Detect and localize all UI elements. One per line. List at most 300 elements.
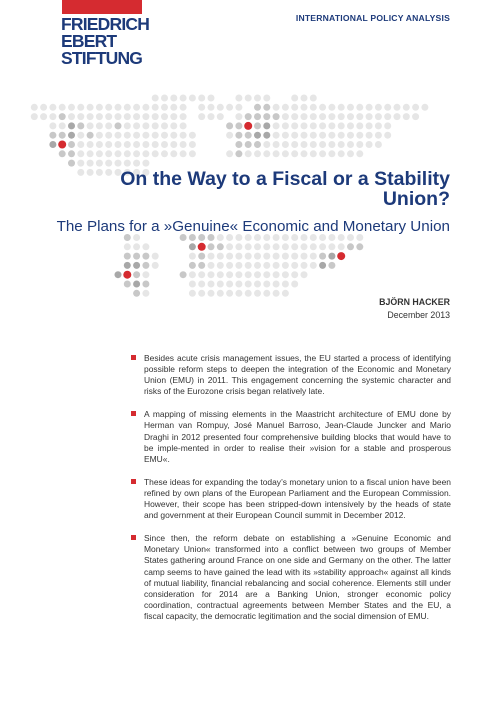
map-dot — [49, 113, 56, 120]
map-dot — [170, 132, 177, 139]
map-dot — [254, 132, 261, 139]
map-dot-highlight — [123, 271, 131, 279]
map-dot — [245, 95, 252, 102]
map-dot — [282, 281, 289, 288]
map-dot — [328, 104, 335, 111]
map-dot — [301, 243, 308, 250]
map-dot — [375, 113, 382, 120]
map-dot — [180, 104, 187, 111]
map-dot — [254, 234, 261, 241]
map-dot — [226, 104, 233, 111]
map-dot — [142, 281, 149, 288]
map-dot — [226, 132, 233, 139]
map-dot — [263, 113, 270, 120]
map-dot — [356, 104, 363, 111]
summary-text: These ideas for expanding the today’s monetary union to a fiscal union have been refined by own plans of the European Parliament and the European Commission. However, their scope has been stripped-down intensively by the heads of state and government at their European Council summit in December 2012. — [144, 476, 451, 521]
map-dot — [235, 253, 242, 260]
map-dot — [356, 113, 363, 120]
map-dot — [152, 150, 159, 157]
map-dot — [189, 290, 196, 297]
map-dot — [263, 290, 270, 297]
map-dot — [356, 122, 363, 129]
map-dot — [133, 160, 140, 167]
map-dot — [347, 234, 354, 241]
map-dot — [301, 104, 308, 111]
map-dot — [133, 253, 140, 260]
map-dot — [198, 104, 205, 111]
map-dot — [291, 253, 298, 260]
map-dot — [328, 234, 335, 241]
map-dot — [217, 290, 224, 297]
map-dot — [394, 104, 401, 111]
map-dot — [208, 271, 215, 278]
map-dot — [96, 122, 103, 129]
map-dot — [170, 95, 177, 102]
map-dot — [338, 150, 345, 157]
map-dot — [319, 150, 326, 157]
map-dot — [254, 104, 261, 111]
map-dot — [254, 271, 261, 278]
map-dot — [347, 243, 354, 250]
map-dot — [310, 262, 317, 269]
map-dot — [152, 262, 159, 269]
map-dot — [217, 262, 224, 269]
map-dot — [124, 160, 131, 167]
map-dot — [142, 271, 149, 278]
map-dot — [152, 253, 159, 260]
page-subtitle: The Plans for a »Genuine« Economic and Monetary Union — [56, 218, 450, 235]
summary-text: Since then, the reform debate on establishing a »Genuine Economic and Monetary Union« transformed into a conflict between two groups of Member States gathering around France on one side and Germany on the other. The latter camp seems to have gained the lead with its »stability approach« against all kinds of mutual liability, financial rebalancing and social coherence. Elements still under consideration for 2014 are a Banking Union, stronger economic policy coordination, contractual agreements between Member States and the EU, a fiscal capacity, the democratic legitimation and the social dimension of EMU. — [144, 533, 451, 621]
map-dot — [235, 281, 242, 288]
map-dot — [208, 95, 215, 102]
map-dot — [291, 132, 298, 139]
map-dot — [208, 281, 215, 288]
map-dot — [319, 253, 326, 260]
map-dot — [180, 234, 187, 241]
map-dot — [263, 104, 270, 111]
map-dot — [263, 95, 270, 102]
map-dot — [412, 113, 419, 120]
map-dot — [152, 95, 159, 102]
map-dot — [59, 113, 66, 120]
map-dot — [235, 234, 242, 241]
map-dot — [105, 122, 112, 129]
map-dot — [133, 243, 140, 250]
map-dot — [208, 113, 215, 120]
map-dot — [142, 243, 149, 250]
map-dot — [235, 141, 242, 148]
series-label: INTERNATIONAL POLICY ANALYSIS — [295, 13, 450, 23]
map-dot — [133, 262, 140, 269]
map-dot — [133, 122, 140, 129]
map-dot — [40, 113, 47, 120]
map-dot — [291, 234, 298, 241]
map-dot — [301, 113, 308, 120]
map-dot — [189, 281, 196, 288]
map-dot — [254, 150, 261, 157]
map-dot — [217, 234, 224, 241]
map-dot — [310, 253, 317, 260]
map-dot — [180, 113, 187, 120]
map-dot — [105, 141, 112, 148]
map-dot — [245, 253, 252, 260]
map-dot — [356, 234, 363, 241]
map-dot — [124, 150, 131, 157]
map-dot — [142, 262, 149, 269]
map-dot — [235, 113, 242, 120]
map-dot — [310, 132, 317, 139]
map-dot — [403, 104, 410, 111]
map-dot — [40, 104, 47, 111]
map-dot — [366, 132, 373, 139]
map-dot — [124, 122, 131, 129]
map-dot — [68, 104, 75, 111]
map-dot — [273, 281, 280, 288]
map-dot — [189, 150, 196, 157]
map-dot — [115, 160, 122, 167]
summary-item — [131, 409, 451, 464]
map-dot — [133, 281, 140, 288]
map-dot — [77, 113, 84, 120]
map-dot — [87, 141, 94, 148]
map-dot — [235, 122, 242, 129]
map-dot — [273, 243, 280, 250]
map-dot — [96, 141, 103, 148]
bullet-square-icon — [131, 355, 136, 360]
map-dot — [170, 122, 177, 129]
map-dot — [245, 234, 252, 241]
map-dot — [77, 104, 84, 111]
map-dot — [291, 150, 298, 157]
map-dot — [189, 243, 196, 250]
map-dot — [59, 150, 66, 157]
map-dot — [319, 113, 326, 120]
map-dot — [87, 160, 94, 167]
map-dot — [282, 113, 289, 120]
map-dot — [347, 132, 354, 139]
map-dot — [68, 160, 75, 167]
map-dot — [217, 104, 224, 111]
map-dot — [338, 234, 345, 241]
map-dot — [77, 150, 84, 157]
map-dot — [152, 141, 159, 148]
map-dot — [263, 262, 270, 269]
logo-line-3: STIFTUNG — [61, 48, 143, 68]
map-dot — [273, 253, 280, 260]
map-dot — [68, 122, 75, 129]
summary-item — [131, 533, 451, 622]
map-dot — [366, 141, 373, 148]
map-dot — [245, 290, 252, 297]
map-dot — [291, 243, 298, 250]
map-dot — [31, 104, 38, 111]
map-dot — [133, 234, 140, 241]
map-dot — [217, 253, 224, 260]
map-dot — [96, 160, 103, 167]
map-dot — [180, 95, 187, 102]
map-dot — [77, 141, 84, 148]
map-dot — [115, 271, 122, 278]
map-dot — [263, 253, 270, 260]
map-dot — [273, 141, 280, 148]
map-dot — [273, 262, 280, 269]
map-dot — [263, 150, 270, 157]
map-dot — [161, 150, 168, 157]
map-dot — [356, 150, 363, 157]
map-dot — [254, 253, 261, 260]
map-dot — [142, 104, 149, 111]
map-dot — [105, 150, 112, 157]
map-dot — [328, 132, 335, 139]
map-dot — [263, 243, 270, 250]
map-dot — [375, 122, 382, 129]
map-dot — [180, 141, 187, 148]
map-dot — [366, 122, 373, 129]
map-dot — [254, 95, 261, 102]
map-dot — [245, 113, 252, 120]
map-dot — [152, 132, 159, 139]
map-dot — [87, 132, 94, 139]
map-dot — [301, 234, 308, 241]
map-dot — [310, 113, 317, 120]
map-dot — [254, 243, 261, 250]
map-dot — [133, 113, 140, 120]
map-dot — [49, 104, 56, 111]
map-dot — [96, 132, 103, 139]
map-dot — [282, 122, 289, 129]
map-dot — [105, 113, 112, 120]
map-dot — [180, 132, 187, 139]
map-dot — [366, 104, 373, 111]
map-dot — [217, 243, 224, 250]
map-dot — [328, 113, 335, 120]
map-dot — [273, 150, 280, 157]
map-dot — [115, 150, 122, 157]
map-dot — [208, 243, 215, 250]
map-dot — [328, 243, 335, 250]
map-dot — [115, 104, 122, 111]
map-dot — [384, 132, 391, 139]
map-dot — [301, 253, 308, 260]
map-dot — [301, 141, 308, 148]
map-dot — [161, 104, 168, 111]
map-dot — [263, 281, 270, 288]
map-dot — [133, 132, 140, 139]
map-dot — [319, 234, 326, 241]
map-dot — [226, 253, 233, 260]
map-dot — [152, 113, 159, 120]
map-dot — [49, 132, 56, 139]
map-dot — [273, 104, 280, 111]
map-dot — [180, 150, 187, 157]
map-dot — [263, 141, 270, 148]
map-dot — [198, 290, 205, 297]
map-dot — [198, 253, 205, 260]
map-dot — [208, 262, 215, 269]
map-dot — [77, 160, 84, 167]
map-dot — [189, 234, 196, 241]
map-dot — [319, 262, 326, 269]
map-dot — [189, 141, 196, 148]
map-dot — [254, 290, 261, 297]
map-dot — [68, 132, 75, 139]
bullet-square-icon — [131, 411, 136, 416]
logo-line-1: FRIEDRICH — [61, 14, 150, 34]
map-dot — [273, 271, 280, 278]
map-dot — [273, 234, 280, 241]
map-dot — [124, 253, 131, 260]
map-dot — [282, 132, 289, 139]
map-dot — [301, 122, 308, 129]
map-dot — [263, 122, 270, 129]
map-dot — [338, 122, 345, 129]
map-dot — [77, 122, 84, 129]
map-dot — [394, 113, 401, 120]
map-dot-highlight — [198, 243, 206, 251]
map-dot — [124, 243, 131, 250]
map-dot — [384, 122, 391, 129]
map-dot — [245, 132, 252, 139]
map-dot — [273, 122, 280, 129]
map-dot — [133, 141, 140, 148]
map-dot — [115, 113, 122, 120]
summary-text: A mapping of missing elements in the Maastricht architecture of EMU done by Herman van Rompuy, José Manuel Barroso, Jean-Claude Juncker and Mario Draghi in 2012 presented four comprehensive building blocks that would have to be imple-mented in order to realise their »vision for a stable and prosperous EMU«. — [144, 409, 451, 464]
map-dot — [375, 132, 382, 139]
map-dot — [310, 150, 317, 157]
map-dot — [282, 234, 289, 241]
map-dot — [198, 262, 205, 269]
page-title: On the Way to a Fiscal or a Stability Union? — [120, 168, 450, 210]
map-dot — [310, 243, 317, 250]
map-dot — [105, 132, 112, 139]
map-dot — [384, 113, 391, 120]
map-dot — [217, 271, 224, 278]
map-dot — [347, 122, 354, 129]
bullet-square-icon — [131, 479, 136, 484]
map-dot — [133, 271, 140, 278]
map-dot — [235, 243, 242, 250]
map-dot — [217, 281, 224, 288]
map-dot — [115, 132, 122, 139]
map-dot — [59, 104, 66, 111]
map-dot — [245, 150, 252, 157]
map-dot — [375, 104, 382, 111]
map-dot — [189, 262, 196, 269]
map-dot-highlight — [58, 141, 66, 149]
map-dot — [124, 234, 131, 241]
map-dot — [403, 113, 410, 120]
map-dot — [273, 113, 280, 120]
map-dot — [291, 104, 298, 111]
map-dot — [291, 95, 298, 102]
map-dot — [226, 234, 233, 241]
map-dot — [152, 104, 159, 111]
map-dot — [180, 271, 187, 278]
map-dot — [124, 281, 131, 288]
map-dot — [291, 271, 298, 278]
map-dot — [198, 234, 205, 241]
summary-item — [131, 353, 451, 397]
map-dot — [338, 141, 345, 148]
map-dot — [133, 150, 140, 157]
map-dot — [254, 113, 261, 120]
map-dot — [282, 150, 289, 157]
map-dot — [291, 262, 298, 269]
map-dot — [347, 141, 354, 148]
map-dot — [124, 132, 131, 139]
map-dot — [31, 113, 38, 120]
map-dot — [338, 132, 345, 139]
map-dot — [68, 141, 75, 148]
map-dot — [161, 113, 168, 120]
map-dot — [161, 141, 168, 148]
map-dot — [235, 271, 242, 278]
map-dot — [356, 243, 363, 250]
map-dot — [282, 141, 289, 148]
map-dot — [375, 141, 382, 148]
map-dot — [254, 141, 261, 148]
map-dot — [87, 122, 94, 129]
map-dot-highlight — [244, 122, 252, 130]
map-dot — [198, 95, 205, 102]
map-dot — [235, 290, 242, 297]
map-dot — [235, 95, 242, 102]
summary-text: Besides acute crisis management issues, the EU started a process of identifying possible reform steps to deepen the integration of the Economic and Monetary Union (EMU) in 2011. This engagement concerning the systemic character and risks of the Eurozone crisis began relatively late. — [144, 353, 451, 397]
map-dot — [170, 150, 177, 157]
map-dot — [142, 150, 149, 157]
map-dot — [115, 122, 122, 129]
map-dot — [319, 104, 326, 111]
map-dot — [226, 262, 233, 269]
map-dot — [310, 141, 317, 148]
map-dot — [68, 150, 75, 157]
map-dot — [105, 104, 112, 111]
map-dot — [282, 243, 289, 250]
map-dot — [356, 141, 363, 148]
summary-list — [131, 353, 451, 634]
map-dot — [384, 104, 391, 111]
map-dot — [338, 243, 345, 250]
map-dot — [245, 141, 252, 148]
map-dot — [77, 132, 84, 139]
map-dot — [226, 290, 233, 297]
map-dot — [87, 150, 94, 157]
map-dot — [263, 132, 270, 139]
map-dot — [124, 141, 131, 148]
map-dot — [319, 141, 326, 148]
map-dot — [310, 234, 317, 241]
map-dot — [254, 281, 261, 288]
map-dot — [226, 243, 233, 250]
map-dot — [142, 122, 149, 129]
map-dot — [208, 234, 215, 241]
map-dot — [226, 271, 233, 278]
map-dot — [245, 262, 252, 269]
map-dot — [133, 290, 140, 297]
map-dot — [328, 253, 335, 260]
map-dot — [301, 95, 308, 102]
map-dot — [245, 271, 252, 278]
map-dot — [96, 104, 103, 111]
map-dot — [59, 132, 66, 139]
map-dot — [347, 150, 354, 157]
map-dot — [310, 104, 317, 111]
map-dot — [235, 104, 242, 111]
map-dot — [235, 262, 242, 269]
map-dot — [49, 141, 56, 148]
map-dot — [310, 95, 317, 102]
map-dot — [217, 113, 224, 120]
